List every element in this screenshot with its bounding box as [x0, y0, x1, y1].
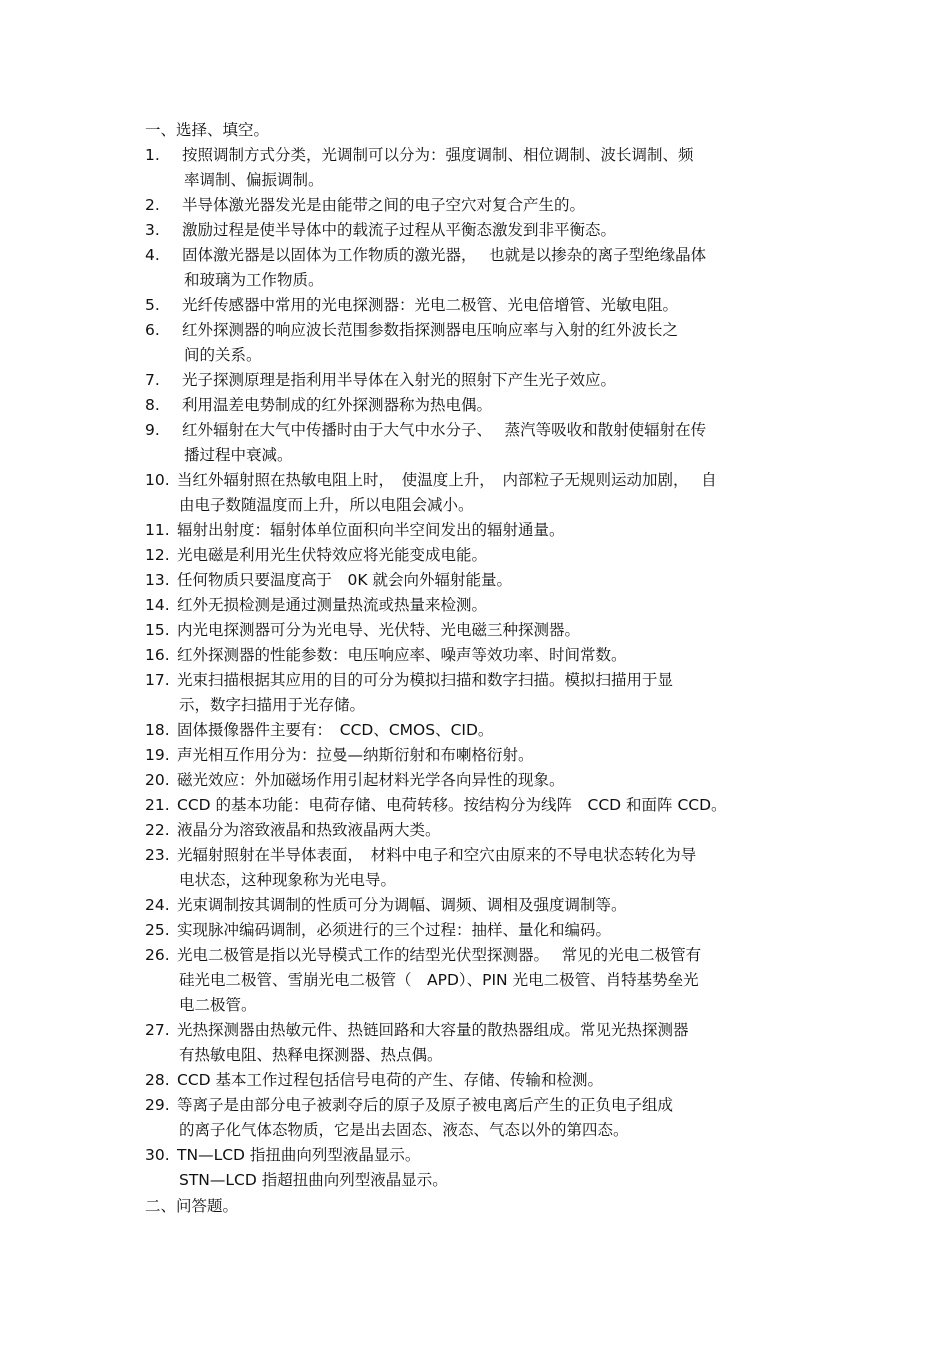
item-text-line: CCD 基本工作过程包括信号电荷的产生、存储、传输和检测。	[177, 1071, 604, 1089]
list-item	[145, 318, 825, 368]
item-text	[182, 418, 825, 468]
item-text-line: 光热探测器由热敏元件、热链回路和大容量的散热器组成。常见光热探测器	[177, 1021, 689, 1039]
item-number: 7.	[145, 371, 160, 389]
item-text	[177, 518, 825, 543]
item-number: 17.	[145, 671, 170, 689]
item-number: 22.	[145, 821, 170, 839]
item-text-line: TN—LCD 指扭曲向列型液晶显示。	[177, 1146, 421, 1164]
item-text	[177, 568, 825, 593]
item-text-line: 内光电探测器可分为光电导、光伏特、光电磁三种探测器。	[177, 621, 581, 639]
item-text-line: STN—LCD 指超扭曲向列型液晶显示。	[179, 1171, 448, 1189]
item-text	[177, 1093, 825, 1143]
item-text	[177, 618, 825, 643]
item-number: 6.	[145, 321, 160, 339]
list-item	[145, 1093, 825, 1143]
item-text-line: 电状态，这种现象称为光电导。	[179, 871, 397, 889]
item-text-line: 红外辐射在大气中传播时由于大气中水分子、 蒸汽等吸收和散射使辐射在传	[182, 421, 707, 439]
list-item	[145, 818, 825, 843]
list-item	[145, 543, 825, 568]
item-text-line: 光纤传感器中常用的光电探测器：光电二极管、光电倍增管、光敏电阻。	[182, 296, 679, 314]
item-text-line: 红外探测器的响应波长范围参数指探测器电压响应率与入射的红外波长之	[182, 321, 679, 339]
document-body	[145, 117, 825, 1219]
item-number: 18.	[145, 721, 170, 739]
list-item	[145, 1068, 825, 1093]
item-text-line: 红外探测器的性能参数：电压响应率、噪声等效功率、时间常数。	[177, 646, 627, 664]
list-item	[145, 468, 825, 518]
item-text	[182, 393, 825, 418]
item-text-line: 的离子化气体态物质，它是出去固态、液态、气态以外的第四态。	[179, 1121, 629, 1139]
item-text	[177, 743, 825, 768]
list-item	[145, 418, 825, 468]
item-text	[182, 143, 825, 193]
item-text	[182, 193, 825, 218]
list-item	[145, 668, 825, 718]
item-text-line: 间的关系。	[184, 346, 262, 364]
list-item	[145, 743, 825, 768]
list-item	[145, 568, 825, 593]
list-item	[145, 1018, 825, 1068]
item-text-line: 有热敏电阻、热释电探测器、热点偶。	[179, 1046, 443, 1064]
item-text-line: 光束调制按其调制的性质可分为调幅、调频、调相及强度调制等。	[177, 896, 627, 914]
item-text-line: 率调制、偏振调制。	[184, 171, 324, 189]
item-text	[177, 793, 825, 818]
item-text	[177, 843, 825, 893]
item-text	[177, 1018, 825, 1068]
item-text	[177, 643, 825, 668]
item-text	[182, 368, 825, 393]
item-text	[177, 593, 825, 618]
item-text-line: 磁光效应：外加磁场作用引起材料光学各向异性的现象。	[177, 771, 565, 789]
section-heading-qa: 二、问答题。	[145, 1197, 239, 1215]
item-number: 11.	[145, 521, 170, 539]
item-text-line: 播过程中衰减。	[184, 446, 293, 464]
item-text-line: 半导体激光器发光是由能带之间的电子空穴对复合产生的。	[182, 196, 586, 214]
item-text	[177, 943, 825, 1018]
item-text	[177, 818, 825, 843]
list-item	[145, 218, 825, 243]
list-item	[145, 593, 825, 618]
item-number: 29.	[145, 1096, 170, 1114]
item-number: 1.	[145, 146, 160, 164]
item-number: 16.	[145, 646, 170, 664]
item-text	[182, 243, 825, 293]
item-text-line: 液晶分为溶致液晶和热致液晶两大类。	[177, 821, 441, 839]
item-text-line: 辐射出射度：辐射体单位面积向半空间发出的辐射通量。	[177, 521, 565, 539]
list-item	[145, 1143, 825, 1193]
item-text-line: 光电二极管是指以光导模式工作的结型光伏型探测器。 常见的光电二极管有	[177, 946, 702, 964]
item-text-line: 当红外辐射照在热敏电阻上时， 使温度上升， 内部粒子无规则运动加剧， 自	[177, 471, 717, 489]
item-text-line: 任何物质只要温度高于 0K 就会向外辐射能量。	[177, 571, 512, 589]
item-text-line: 固体摄像器件主要有： CCD、CMOS、CID。	[177, 721, 494, 739]
item-text	[177, 543, 825, 568]
item-text	[177, 893, 825, 918]
list-item	[145, 143, 825, 193]
item-number: 28.	[145, 1071, 170, 1089]
item-number: 26.	[145, 946, 170, 964]
list-item	[145, 943, 825, 1018]
list-item	[145, 793, 825, 818]
list-item	[145, 243, 825, 293]
list-item	[145, 718, 825, 743]
item-number: 27.	[145, 1021, 170, 1039]
item-text-line: 固体激光器是以固体为工作物质的激光器， 也就是以掺杂的离子型绝缘晶体	[182, 246, 707, 264]
item-text-line: 激励过程是使半导体中的载流子过程从平衡态激发到非平衡态。	[182, 221, 617, 239]
item-number: 4.	[145, 246, 160, 264]
item-number: 15.	[145, 621, 170, 639]
item-text-line: 实现脉冲编码调制，必须进行的三个过程：抽样、量化和编码。	[177, 921, 612, 939]
item-text-line: 示，数字扫描用于光存储。	[179, 696, 366, 714]
item-text-line: 红外无损检测是通过测量热流或热量来检测。	[177, 596, 488, 614]
list-item	[145, 293, 825, 318]
item-number: 12.	[145, 546, 170, 564]
item-number: 23.	[145, 846, 170, 864]
item-number: 21.	[145, 796, 170, 814]
item-text-line: 和玻璃为工作物质。	[184, 271, 324, 289]
item-text	[177, 668, 825, 718]
item-text-line: 利用温差电势制成的红外探测器称为热电偶。	[182, 396, 493, 414]
item-number: 24.	[145, 896, 170, 914]
list-item	[145, 618, 825, 643]
item-text-line: CCD 的基本功能：电荷存储、电荷转移。按结构分为线阵 CCD 和面阵 CCD。	[177, 796, 727, 814]
item-number: 3.	[145, 221, 160, 239]
item-number: 5.	[145, 296, 160, 314]
list-item	[145, 918, 825, 943]
item-text	[177, 768, 825, 793]
item-list	[145, 143, 825, 1193]
item-number: 13.	[145, 571, 170, 589]
item-text	[182, 318, 825, 368]
item-text-line: 光辐射照射在半导体表面， 材料中电子和空穴由原来的不导电状态转化为导	[177, 846, 697, 864]
list-item	[145, 518, 825, 543]
item-text	[177, 1143, 825, 1193]
list-item	[145, 193, 825, 218]
list-item	[145, 893, 825, 918]
section-heading-fill-in: 一、选择、填空。	[145, 121, 270, 139]
item-number: 19.	[145, 746, 170, 764]
item-text	[182, 293, 825, 318]
list-item	[145, 643, 825, 668]
item-number: 14.	[145, 596, 170, 614]
item-text	[177, 468, 825, 518]
item-text-line: 按照调制方式分类，光调制可以分为：强度调制、相位调制、波长调制、频	[182, 146, 694, 164]
item-text	[177, 918, 825, 943]
list-item	[145, 768, 825, 793]
item-text-line: 声光相互作用分为：拉曼—纳斯衍射和布喇格衍射。	[177, 746, 534, 764]
list-item	[145, 368, 825, 393]
item-number: 25.	[145, 921, 170, 939]
list-item	[145, 843, 825, 893]
item-number: 30.	[145, 1146, 170, 1164]
item-number: 20.	[145, 771, 170, 789]
item-number: 10.	[145, 471, 170, 489]
item-text	[177, 1068, 825, 1093]
item-text-line: 硅光电二极管、雪崩光电二极管（ APD）、PIN 光电二极管、肖特基势垒光	[179, 971, 699, 989]
item-text-line: 光束扫描根据其应用的目的可分为模拟扫描和数字扫描。模拟扫描用于显	[177, 671, 674, 689]
item-number: 8.	[145, 396, 160, 414]
item-text	[182, 218, 825, 243]
item-number: 2.	[145, 196, 160, 214]
item-text-line: 电二极管。	[179, 996, 257, 1014]
item-text-line: 由电子数随温度而上升，所以电阻会减小。	[179, 496, 474, 514]
item-number: 9.	[145, 421, 160, 439]
list-item	[145, 393, 825, 418]
item-text-line: 光电磁是利用光生伏特效应将光能变成电能。	[177, 546, 488, 564]
item-text-line: 光子探测原理是指利用半导体在入射光的照射下产生光子效应。	[182, 371, 617, 389]
item-text-line: 等离子是由部分电子被剥夺后的原子及原子被电离后产生的正负电子组成	[177, 1096, 674, 1114]
item-text	[177, 718, 825, 743]
